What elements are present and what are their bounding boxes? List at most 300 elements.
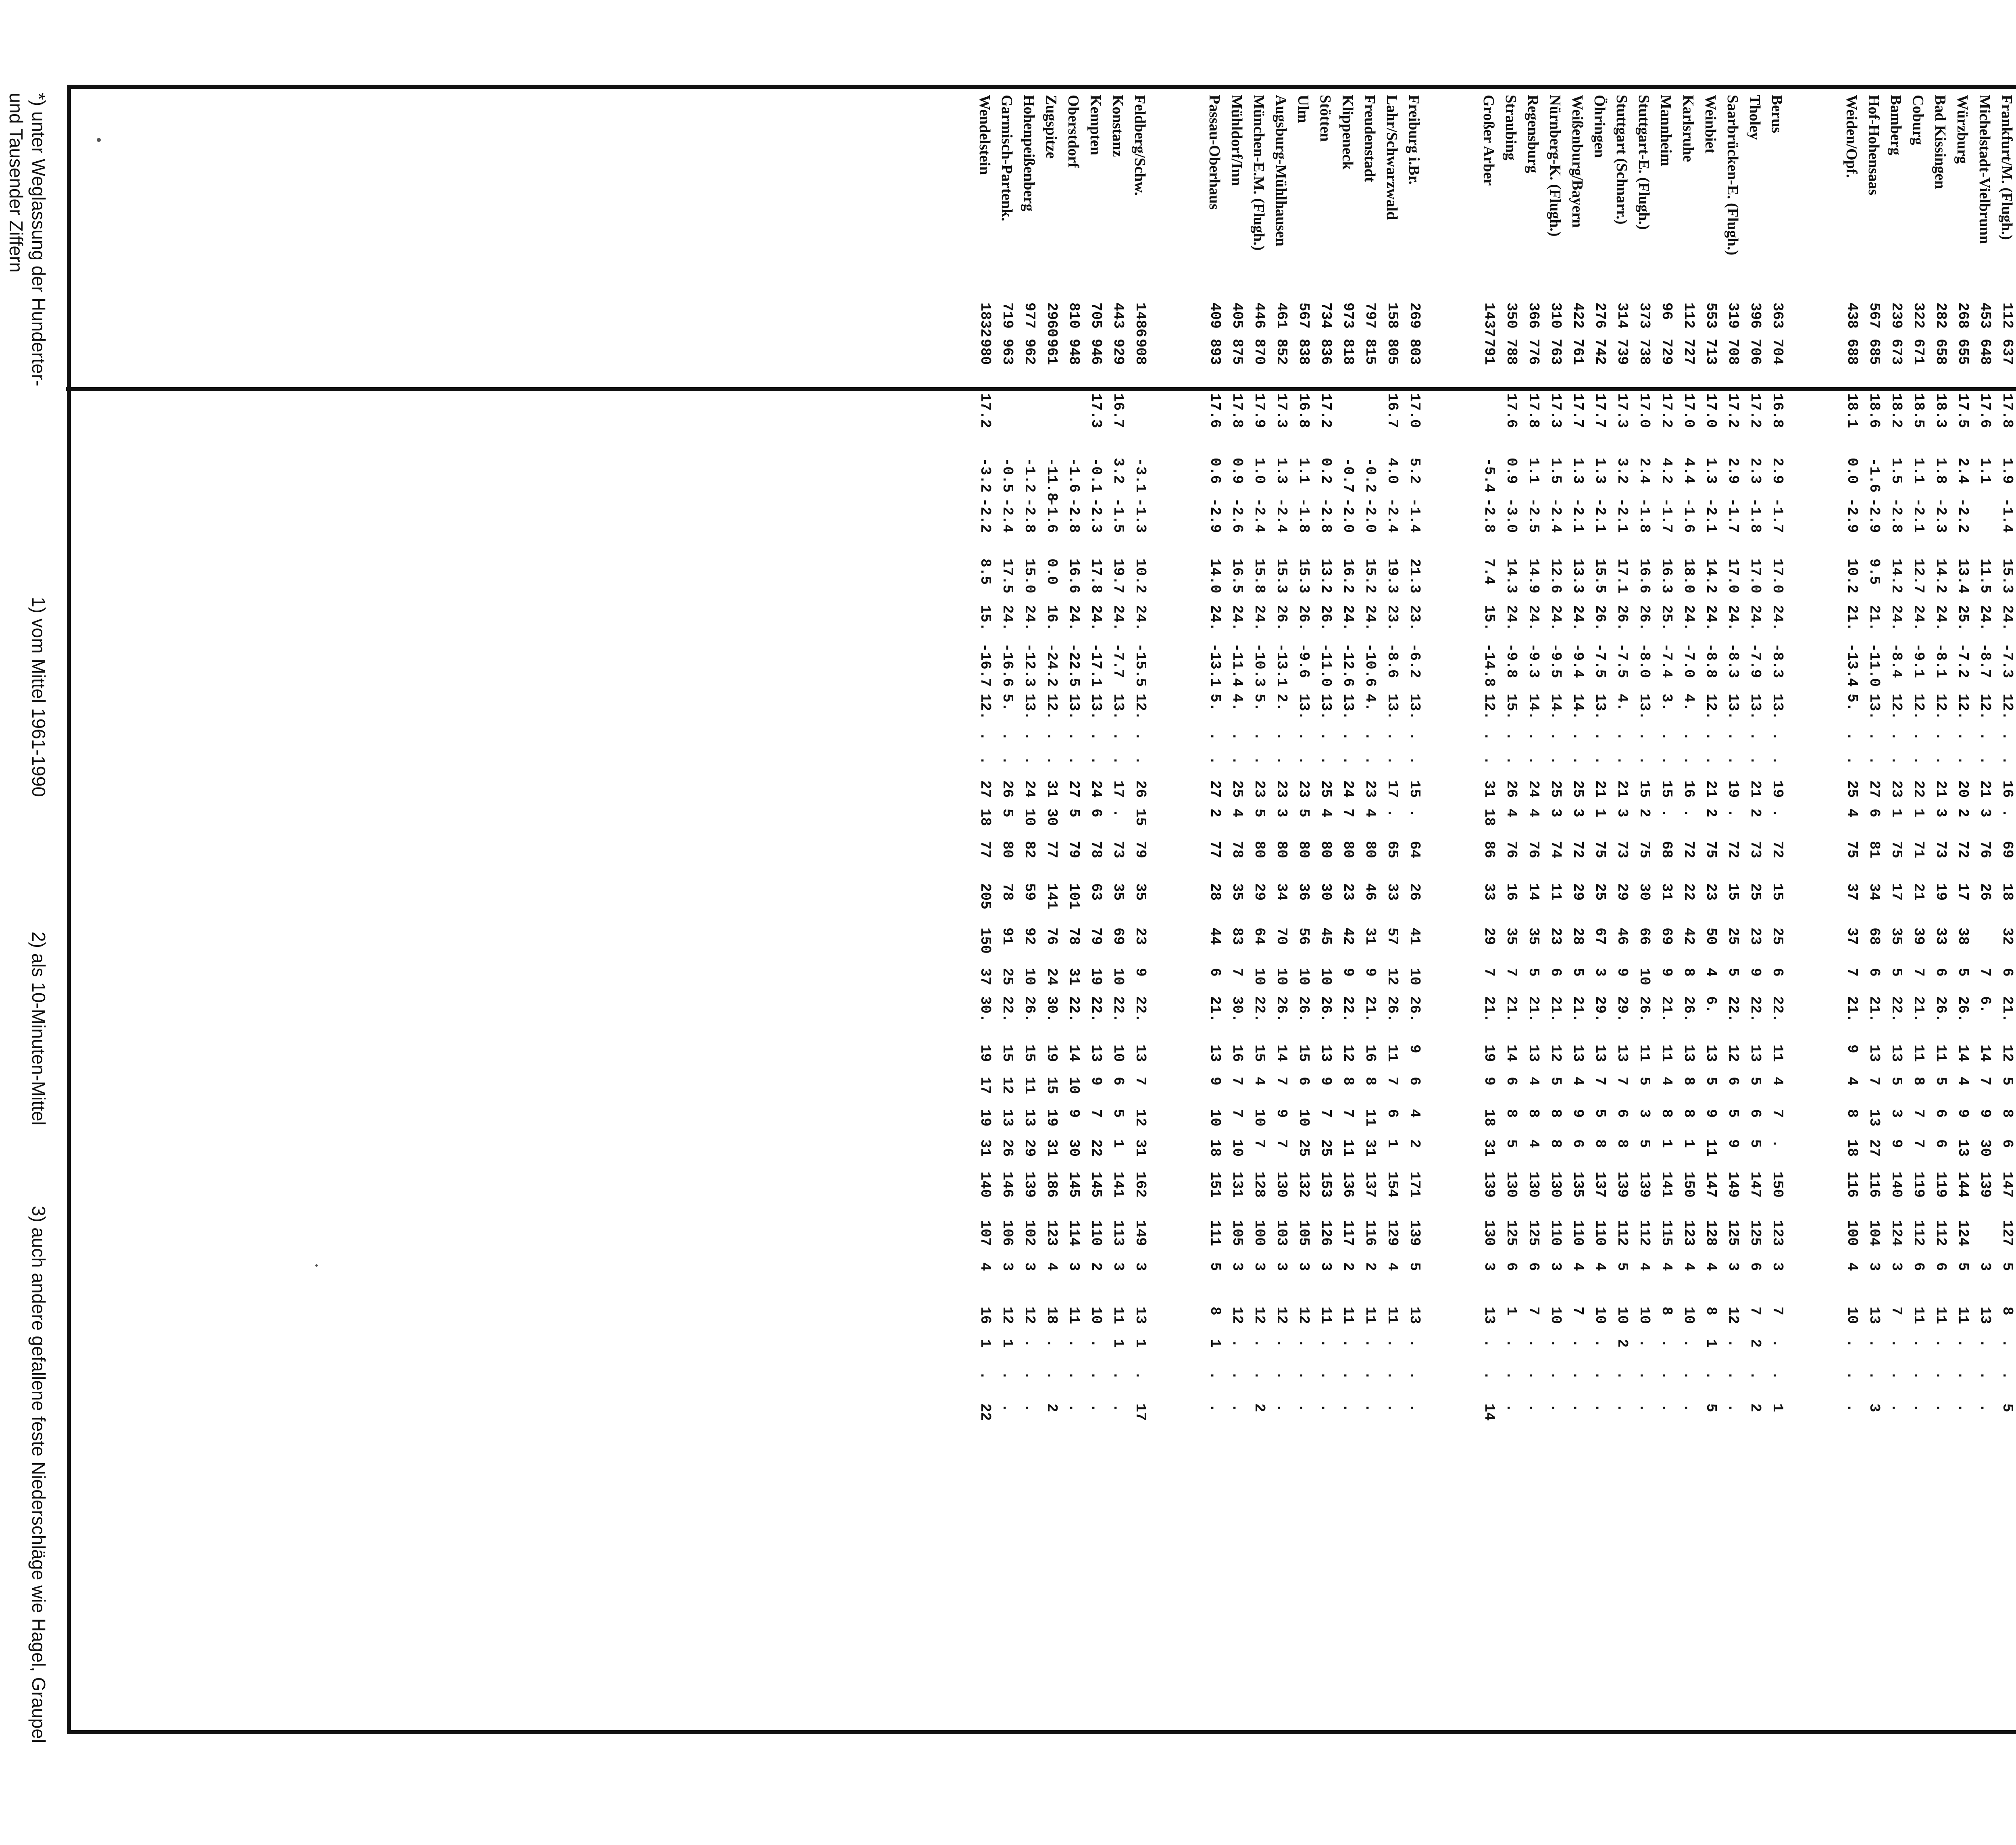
table-cell: 23 <box>1747 928 1764 945</box>
table-cell: 17 <box>977 1077 993 1094</box>
table-cell: . <box>1384 756 1401 765</box>
table-cell: 3 <box>1295 1262 1312 1271</box>
table-cell: 2 <box>1207 809 1223 817</box>
table-cell: 10 <box>1636 968 1653 986</box>
table-cell: 24. <box>1570 605 1586 631</box>
table-cell: 3 <box>1251 1262 1268 1271</box>
table-cell: 4 <box>1769 1077 1786 1086</box>
table-cell: 150 <box>1681 1172 1697 1198</box>
table-cell: 139 <box>1636 1172 1653 1198</box>
table-cell: 1 <box>1769 1403 1786 1412</box>
table-cell: . <box>1229 1371 1245 1380</box>
table-cell: 12 <box>1273 1307 1290 1324</box>
table-cell: 18.0 <box>1681 559 1697 594</box>
table-cell: 4 <box>1229 809 1245 817</box>
table-cell: 23. <box>1384 605 1401 631</box>
station-name: Feldberg/Schw. <box>1131 95 1148 196</box>
table-cell: 25 <box>1769 928 1786 945</box>
table-cell: 1.1 <box>1910 458 1927 484</box>
table-cell: 10 <box>1295 1109 1312 1127</box>
table-cell: 10 <box>1547 1307 1564 1324</box>
table-cell: -7.5 <box>1614 643 1631 678</box>
table-cell: 3 <box>1725 1262 1741 1271</box>
table-cell: 7 <box>1481 968 1497 977</box>
table-cell: 75 <box>1888 841 1905 859</box>
table-cell: 9 <box>1725 1139 1741 1148</box>
table-cell: -12.3 <box>1021 643 1038 687</box>
table-cell: 110 <box>1592 1220 1608 1246</box>
table-row <box>1497 95 1520 1728</box>
table-cell: -1.8 <box>1636 498 1653 533</box>
table-cell: 39 <box>1910 928 1927 945</box>
table-cell: 63 <box>1088 883 1104 901</box>
table-cell: . <box>1088 1371 1104 1380</box>
table-row <box>1883 95 1905 1728</box>
table-cell: 110 <box>1570 1220 1586 1246</box>
table-cell: -1.7 <box>1658 498 1675 533</box>
table-cell: 4. <box>1362 694 1379 711</box>
table-cell: 28 <box>1570 928 1586 945</box>
table-cell: 14.2 <box>1703 559 1719 594</box>
table-cell: 729 <box>1658 339 1675 365</box>
table-cell: 21 <box>1614 780 1631 798</box>
table-row <box>1860 95 1883 1728</box>
table-cell: -11.4 <box>1229 643 1245 687</box>
table-cell: 130 <box>1481 1220 1497 1246</box>
table-cell: 727 <box>1681 339 1697 365</box>
table-cell: 15 <box>999 1044 1016 1062</box>
table-cell: . <box>1406 809 1423 817</box>
table-cell: 124 <box>1955 1220 1971 1246</box>
table-cell: . <box>1273 1403 1290 1412</box>
table-cell: 3. <box>1658 694 1675 711</box>
table-cell: 1 <box>1110 1139 1127 1148</box>
table-cell: 0.2 <box>1318 458 1334 484</box>
table-cell: 12 <box>1229 1307 1245 1324</box>
table-cell: 7 <box>1525 1307 1542 1315</box>
table-cell: 125 <box>1725 1220 1741 1246</box>
table-cell: . <box>1888 1339 1905 1348</box>
table-cell: 17 <box>1132 1403 1149 1421</box>
table-cell: 3 <box>999 1262 1016 1271</box>
table-cell: . <box>1547 732 1564 741</box>
table-cell: 139 <box>1406 1220 1423 1246</box>
table-cell: 79 <box>1088 928 1104 945</box>
table-cell: 11.5 <box>1977 559 1993 594</box>
table-row <box>1401 95 1423 1728</box>
table-cell: 26 <box>1132 780 1149 798</box>
table-cell: -0.5 <box>999 458 1016 493</box>
table-cell: 2 <box>1614 1339 1631 1348</box>
table-cell: 17.6 <box>1977 393 1993 428</box>
table-row <box>1245 95 1268 1728</box>
table-cell: 10 <box>1406 968 1423 986</box>
table-cell: 38 <box>1955 928 1971 945</box>
table-cell: 3 <box>1769 1262 1786 1271</box>
table-cell: 5 <box>1725 968 1741 977</box>
table-cell: . <box>1043 1371 1060 1380</box>
table-cell: -1.7 <box>1725 498 1741 533</box>
station-name: Bad Kissingen <box>1932 95 1949 189</box>
table-cell: 112 <box>1999 302 2016 329</box>
table-cell: 76 <box>1043 928 1060 945</box>
station-name: Weißenburg/Bayern <box>1569 95 1586 228</box>
table-cell: 29 <box>1481 928 1497 945</box>
table-row <box>1312 95 1334 1728</box>
table-cell: 438 <box>1844 302 1860 329</box>
table-cell: . <box>1681 732 1697 741</box>
table-cell: 852 <box>1273 339 1290 365</box>
table-cell: 6 <box>1933 968 1949 977</box>
table-cell: -3.1 <box>1132 458 1149 493</box>
table-cell: 3 <box>1229 1262 1245 1271</box>
table-cell: . <box>1547 1403 1564 1412</box>
table-cell: 19 <box>1481 1044 1497 1062</box>
table-cell: . <box>1592 1371 1608 1380</box>
table-cell: 37 <box>1844 928 1860 945</box>
station-name: Frankfurt/M. (Flugh.) <box>1998 95 2015 240</box>
table-cell: 21. <box>1866 605 1883 631</box>
table-cell: 29 <box>1570 883 1586 901</box>
table-cell: 13 <box>1614 1044 1631 1062</box>
table-cell: . <box>1273 1339 1290 1348</box>
table-cell: 26. <box>1021 996 1038 1022</box>
table-cell: 24. <box>1088 605 1104 631</box>
table-cell: 15 <box>1132 809 1149 826</box>
table-cell: 15 <box>1043 1077 1060 1094</box>
table-cell: 22 <box>1681 883 1697 901</box>
table-cell: 5 <box>1933 1077 1949 1086</box>
table-cell: . <box>1066 756 1082 765</box>
table-cell: 6 <box>1747 1262 1764 1271</box>
table-cell: 110 <box>1547 1220 1564 1246</box>
table-cell: 9 <box>1406 1044 1423 1053</box>
table-cell: 3 <box>1547 809 1564 817</box>
table-cell: -2.4 <box>1273 498 1290 533</box>
table-cell: . <box>1229 756 1245 765</box>
table-cell: -8.0 <box>1636 643 1653 678</box>
table-cell: 21. <box>1844 996 1860 1022</box>
table-cell: 25 <box>1295 1139 1312 1157</box>
table-cell: -2.1 <box>1614 498 1631 533</box>
table-cell: 25 <box>1318 780 1334 798</box>
table-cell: 141 <box>1110 1172 1127 1198</box>
table-cell: 71 <box>1910 841 1927 859</box>
table-cell: 14.9 <box>1525 559 1542 594</box>
table-cell: 26. <box>1592 605 1608 631</box>
table-cell: 9.5 <box>1866 559 1883 585</box>
table-cell: 24. <box>1547 605 1564 631</box>
table-cell: 7 <box>1769 1109 1786 1118</box>
table-cell: 25 <box>1592 883 1608 901</box>
table-cell: 20 <box>1955 780 1971 798</box>
table-cell: . <box>1999 756 2016 765</box>
table-cell: . <box>1318 732 1334 741</box>
table-cell: 24. <box>1999 605 2016 631</box>
table-cell: 19 <box>977 1044 993 1062</box>
table-cell: . <box>1933 1403 1949 1412</box>
table-cell: 104 <box>1866 1220 1883 1246</box>
table-cell: 15.3 <box>1999 559 2016 594</box>
table-cell: . <box>1318 1371 1334 1380</box>
table-cell: 129 <box>1384 1220 1401 1246</box>
table-cell: 73 <box>1747 841 1764 859</box>
table-cell: -2.2 <box>1955 498 1971 533</box>
table-cell: . <box>1503 1371 1520 1380</box>
table-cell: -11.0 <box>1318 643 1334 687</box>
table-cell: 6 <box>1769 968 1786 977</box>
table-cell: 5 <box>1747 1077 1764 1086</box>
table-cell: 78 <box>999 883 1016 901</box>
table-cell: . <box>1251 732 1268 741</box>
table-cell: 24. <box>1110 605 1127 631</box>
table-cell: 1 <box>1503 1307 1520 1315</box>
table-cell: -2.8 <box>1066 498 1082 533</box>
table-cell: . <box>1406 1339 1423 1348</box>
table-cell: 9 <box>1318 1077 1334 1086</box>
table-cell: 16.8 <box>1295 393 1312 428</box>
table-cell: 149 <box>1725 1172 1741 1198</box>
table-row <box>1949 95 1971 1728</box>
table-cell: . <box>1547 1339 1564 1348</box>
table-row <box>1631 95 1653 1728</box>
table-cell: 3 <box>1132 1262 1149 1271</box>
table-cell: 13. <box>1406 694 1423 720</box>
table-cell: 17.7 <box>1592 393 1608 428</box>
table-cell: 22. <box>1769 996 1786 1022</box>
table-cell: 24 <box>1088 780 1104 798</box>
table-cell: . <box>977 1371 993 1380</box>
table-cell: . <box>1362 1403 1379 1412</box>
table-cell: 21. <box>1503 996 1520 1022</box>
table-cell: . <box>1132 1371 1149 1380</box>
table-cell: 139 <box>1977 1172 1993 1198</box>
table-cell: -15.5 <box>1132 643 1149 687</box>
table-cell: 10 <box>1088 1307 1104 1324</box>
table-cell: 18 <box>1207 1139 1223 1157</box>
table-cell: . <box>1747 1371 1764 1380</box>
table-cell: 973 <box>1340 302 1356 329</box>
table-cell: -10.3 <box>1251 643 1268 687</box>
station-name: Straubing <box>1502 95 1519 161</box>
table-cell: -7.7 <box>1110 643 1127 678</box>
table-cell: 30 <box>1636 883 1653 901</box>
footnotes <box>6 93 50 1766</box>
table-cell: 37 <box>977 968 993 986</box>
table-cell: 13. <box>1769 694 1786 720</box>
table-cell: . <box>1021 1403 1038 1412</box>
table-cell: 11 <box>1910 1307 1927 1324</box>
table-cell: . <box>1088 732 1104 741</box>
table-cell: . <box>1570 1403 1586 1412</box>
table-cell: 1 <box>1703 1339 1719 1348</box>
table-cell: 6 <box>1999 968 2016 977</box>
table-cell: 5 <box>1295 809 1312 817</box>
table-cell: 16.5 <box>1229 559 1245 594</box>
table-cell: 15 <box>1725 883 1741 901</box>
table-cell: 205 <box>977 883 993 909</box>
table-cell: . <box>1703 756 1719 765</box>
table-row <box>1675 95 1697 1728</box>
table-cell: 7 <box>1132 1077 1149 1086</box>
table-cell: 17 <box>1955 883 1971 901</box>
table-cell: -1.6 <box>1066 458 1082 493</box>
table-cell: 461 <box>1273 302 1290 329</box>
table-cell: 11 <box>1362 1109 1379 1127</box>
table-cell: 24. <box>1681 605 1697 631</box>
table-cell: 27 <box>1866 1139 1883 1157</box>
table-cell: 22. <box>1725 996 1741 1022</box>
table-cell: -9.4 <box>1570 643 1586 678</box>
table-cell: 26 <box>1977 883 1993 901</box>
table-cell: 11 <box>1933 1044 1949 1062</box>
station-name: Klippeneck <box>1339 95 1356 170</box>
table-cell: 4.2 <box>1658 458 1675 484</box>
table-cell: 12 <box>1725 1044 1741 1062</box>
table-cell: 405 <box>1229 302 1245 329</box>
table-cell: 16 <box>1999 780 2016 798</box>
station-name: Zugspitze <box>1043 95 1060 159</box>
table-cell: 103 <box>1273 1220 1290 1246</box>
table-cell: . <box>1207 756 1223 765</box>
table-cell: 8 <box>1525 1109 1542 1118</box>
table-cell: 64 <box>1406 841 1423 859</box>
table-cell: 1.1 <box>1525 458 1542 484</box>
table-cell: 21. <box>1362 996 1379 1022</box>
table-cell: . <box>1043 1339 1060 1348</box>
table-cell: 4 <box>1318 809 1334 817</box>
table-cell: 12 <box>1021 1307 1038 1324</box>
table-cell: 6 <box>1866 809 1883 817</box>
table-cell: 818 <box>1340 339 1356 365</box>
table-cell: 31 <box>1362 928 1379 945</box>
table-cell: 7 <box>1769 1307 1786 1315</box>
table-row <box>1016 95 1038 1728</box>
table-cell: . <box>1681 756 1697 765</box>
table-cell: 11 <box>1636 1044 1653 1062</box>
station-name: Regensburg <box>1524 95 1541 173</box>
table-cell: 19.3 <box>1384 559 1401 594</box>
table-cell: 5. <box>999 694 1016 711</box>
table-cell: 3 <box>1066 1262 1082 1271</box>
table-cell: -8.3 <box>1725 643 1741 678</box>
table-cell: . <box>1681 1371 1697 1380</box>
table-cell: 139 <box>1021 1172 1038 1198</box>
table-cell: 130 <box>1525 1172 1542 1198</box>
table-cell: . <box>1977 756 1993 765</box>
table-cell: 3 <box>1547 1262 1564 1271</box>
table-cell: 29 <box>1251 883 1268 901</box>
table-cell: 66 <box>1636 928 1653 945</box>
table-cell: -8.6 <box>1384 643 1401 678</box>
table-cell: . <box>1384 1403 1401 1412</box>
table-cell: 17.2 <box>1725 393 1741 428</box>
table-cell: -2.8 <box>1481 498 1497 533</box>
table-cell: 1.1 <box>1977 458 1993 484</box>
table-cell: 22. <box>1110 996 1127 1022</box>
table-row <box>1697 95 1719 1728</box>
table-cell: . <box>999 1371 1016 1380</box>
table-cell: 26. <box>1273 996 1290 1022</box>
table-cell: 963 <box>999 339 1016 365</box>
table-cell: 23. <box>1406 605 1423 631</box>
row-group-gap <box>1786 95 1838 1728</box>
table-row <box>1475 95 1497 1728</box>
table-cell: -9.3 <box>1525 643 1542 678</box>
table-cell: . <box>1525 1339 1542 1348</box>
table-cell: 105 <box>1295 1220 1312 1246</box>
table-cell: 3.2 <box>1614 458 1631 484</box>
table-cell: -2.9 <box>1866 498 1883 533</box>
table-cell: 42 <box>1681 928 1697 945</box>
table-cell: . <box>1658 1339 1675 1348</box>
table-cell: 13. <box>1110 694 1127 720</box>
table-cell: -2.4 <box>1547 498 1564 533</box>
table-cell: 7 <box>1910 1109 1927 1118</box>
table-cell: . <box>1977 1403 1993 1412</box>
table-cell: 24 <box>1340 780 1356 798</box>
table-cell: 6 <box>1503 1077 1520 1086</box>
table-cell: 269 <box>1406 302 1423 329</box>
table-cell: 149 <box>1132 1220 1149 1246</box>
table-cell: 25 <box>1318 1139 1334 1157</box>
table-cell: 17.8 <box>1088 559 1104 594</box>
station-name: Lahr/Schwarzwald <box>1383 95 1400 220</box>
data-rows <box>971 95 2016 1728</box>
table-cell: 147 <box>1747 1172 1764 1198</box>
table-cell: 80 <box>1251 841 1268 859</box>
table-cell: . <box>1866 1339 1883 1348</box>
table-cell: 15.3 <box>1273 559 1290 594</box>
table-cell: 929 <box>1110 339 1127 365</box>
table-cell: 5 <box>1406 1262 1423 1271</box>
table-row <box>1971 95 1993 1728</box>
table-cell: 17.3 <box>1614 393 1631 428</box>
table-cell: 9 <box>1088 1077 1104 1086</box>
table-cell: 132 <box>1295 1172 1312 1198</box>
table-cell: 46 <box>1614 928 1631 945</box>
table-cell: 1.3 <box>1592 458 1608 484</box>
table-cell: -1.4 <box>1406 498 1423 533</box>
table-cell: 19 <box>1088 968 1104 986</box>
table-cell: 5 <box>1207 1262 1223 1271</box>
table-cell: 5 <box>1999 1262 2016 1271</box>
table-cell: 13. <box>1592 694 1608 720</box>
table-cell: 13 <box>1955 1139 1971 1157</box>
station-name: Bamberg <box>1887 95 1904 155</box>
table-cell: 16.8 <box>1769 393 1786 428</box>
table-cell: 24. <box>1747 605 1764 631</box>
table-cell: 13 <box>1318 1044 1334 1062</box>
table-cell: . <box>1406 1403 1423 1412</box>
table-cell: 13 <box>1207 1044 1223 1062</box>
table-cell: 140 <box>977 1172 993 1198</box>
table-cell: 3 <box>1318 1262 1334 1271</box>
table-cell: 2.4 <box>1636 458 1653 484</box>
table-cell: . <box>1384 732 1401 741</box>
table-cell: 70 <box>1273 928 1290 945</box>
table-cell: 15. <box>1481 605 1497 631</box>
table-cell: 12. <box>1888 694 1905 720</box>
table-cell: 80 <box>999 841 1016 859</box>
table-cell: 5 <box>1110 1109 1127 1118</box>
table-cell: -13.1 <box>1273 643 1290 687</box>
table-cell: 140 <box>1888 1172 1905 1198</box>
table-cell: 6 <box>1384 1109 1401 1118</box>
station-name: Freudenstadt <box>1361 95 1378 182</box>
table-cell: 239 <box>1888 302 1905 329</box>
table-cell: 17.3 <box>1088 393 1104 428</box>
